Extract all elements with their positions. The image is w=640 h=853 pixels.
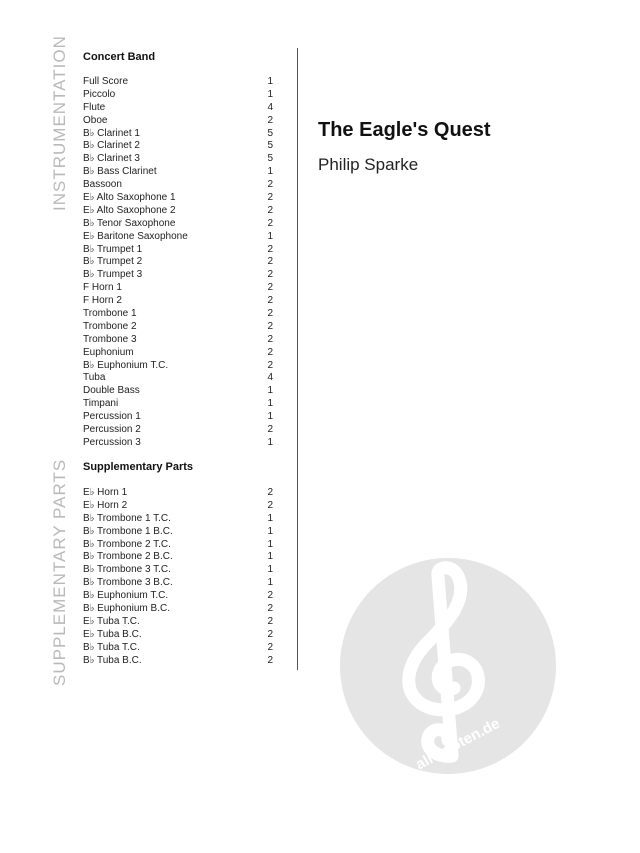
part-row (83, 539, 273, 552)
part-name: Piccolo (83, 88, 116, 100)
part-quantity: 2 (267, 333, 273, 345)
part-name: B♭ Euphonium T.C. (83, 590, 169, 602)
part-quantity: 2 (267, 487, 273, 498)
part-quantity: 1 (267, 551, 273, 563)
supplementary-parts-list (83, 487, 273, 667)
part-row (83, 551, 273, 564)
part-quantity: 1 (267, 88, 273, 100)
part-quantity: 2 (267, 320, 273, 332)
part-name: B♭ Trombone 2 B.C. (83, 551, 173, 563)
part-row (83, 128, 273, 141)
part-quantity: 2 (267, 641, 273, 653)
part-row (83, 616, 273, 629)
part-row (83, 347, 273, 360)
part-quantity: 1 (267, 411, 273, 423)
part-row (83, 437, 273, 450)
part-row (83, 487, 273, 500)
part-row (83, 192, 273, 205)
part-row (83, 513, 273, 526)
part-name: Euphonium (83, 346, 134, 358)
vertical-divider (297, 48, 298, 670)
part-name: B♭ Trumpet 1 (83, 243, 143, 255)
part-row (83, 424, 273, 437)
supplementary-parts-heading: Supplementary Parts (83, 461, 194, 473)
part-quantity: 2 (267, 308, 273, 320)
part-row (83, 218, 273, 231)
part-row (83, 642, 273, 655)
part-quantity: 2 (267, 499, 273, 511)
part-row (83, 140, 273, 153)
part-name: B♭ Bass Clarinet (83, 166, 157, 178)
watermark-text: alle-noten.de (413, 714, 503, 774)
part-row (83, 153, 273, 166)
part-name: B♭ Trumpet 2 (83, 256, 143, 268)
watermark-logo (340, 558, 556, 774)
part-quantity: 2 (267, 204, 273, 216)
part-name: B♭ Tuba B.C. (83, 654, 142, 666)
part-name: E♭ Alto Saxophone 2 (83, 204, 176, 216)
part-name: Trombone 3 (83, 333, 137, 345)
part-quantity: 2 (267, 654, 273, 666)
part-name: Percussion 2 (83, 424, 141, 436)
part-name: B♭ Euphonium B.C. (83, 603, 170, 615)
part-quantity: 2 (267, 192, 273, 204)
part-name: F Horn 1 (83, 282, 122, 294)
part-quantity: 1 (267, 230, 273, 242)
part-name: Trombone 1 (83, 308, 137, 320)
concert-band-heading: Concert Band (83, 51, 156, 63)
part-row (83, 321, 273, 334)
part-quantity: 2 (267, 179, 273, 191)
part-name: B♭ Clarinet 2 (83, 140, 140, 152)
part-quantity: 2 (267, 269, 273, 281)
part-name: E♭ Horn 2 (83, 499, 128, 511)
part-row (83, 269, 273, 282)
part-name: B♭ Trombone 3 T.C. (83, 564, 171, 576)
part-name: Oboe (83, 114, 108, 126)
part-quantity: 2 (267, 243, 273, 255)
part-quantity: 2 (267, 256, 273, 268)
part-quantity: 1 (267, 385, 273, 397)
part-name: B♭ Tenor Saxophone (83, 217, 176, 229)
part-row (83, 231, 273, 244)
part-quantity: 2 (267, 628, 273, 640)
part-name: Percussion 3 (83, 436, 141, 448)
composer-name: Philip Sparke (318, 155, 419, 174)
part-name: B♭ Trombone 1 T.C. (83, 512, 171, 524)
part-quantity: 2 (267, 590, 273, 602)
part-name: E♭ Alto Saxophone 1 (83, 192, 176, 204)
part-name: B♭ Trombone 1 B.C. (83, 525, 173, 537)
part-quantity: 5 (267, 127, 273, 139)
part-name: B♭ Trumpet 3 (83, 269, 143, 281)
part-row (83, 398, 273, 411)
part-name: E♭ Tuba B.C. (83, 628, 142, 640)
part-name: E♭ Baritone Saxophone (83, 230, 188, 242)
part-row (83, 655, 273, 668)
part-name: Bassoon (83, 179, 122, 191)
part-quantity: 2 (267, 282, 273, 294)
part-row (83, 308, 273, 321)
piece-title: The Eagle's Quest (318, 119, 491, 141)
part-name: B♭ Trombone 3 B.C. (83, 577, 173, 589)
part-quantity: 2 (267, 114, 273, 126)
part-quantity: 2 (267, 346, 273, 358)
part-quantity: 1 (267, 564, 273, 576)
part-name: Flute (83, 101, 106, 113)
part-name: Percussion 1 (83, 411, 141, 423)
part-name: E♭ Tuba T.C. (83, 615, 140, 627)
part-row (83, 411, 273, 424)
part-quantity: 4 (267, 372, 273, 384)
part-row (83, 500, 273, 513)
part-quantity: 2 (267, 603, 273, 615)
part-row (83, 590, 273, 603)
part-quantity: 2 (267, 217, 273, 229)
part-row (83, 256, 273, 269)
part-name: E♭ Horn 1 (83, 487, 128, 498)
part-name: B♭ Clarinet 3 (83, 153, 140, 165)
part-quantity: 2 (267, 424, 273, 436)
part-quantity: 2 (267, 615, 273, 627)
part-name: Timpani (83, 398, 119, 410)
part-quantity: 1 (267, 525, 273, 537)
part-quantity: 5 (267, 153, 273, 165)
part-row (83, 385, 273, 398)
part-row (83, 244, 273, 257)
part-quantity: 1 (267, 166, 273, 178)
part-name: B♭ Euphonium T.C. (83, 359, 169, 371)
part-row (83, 102, 273, 115)
part-row (83, 166, 273, 179)
part-quantity: 1 (267, 577, 273, 589)
part-row (83, 526, 273, 539)
part-row (83, 334, 273, 347)
part-row (83, 564, 273, 577)
part-row (83, 282, 273, 295)
part-row (83, 76, 273, 89)
part-name: B♭ Clarinet 1 (83, 127, 140, 139)
concert-band-parts-list (83, 76, 273, 450)
part-name: Double Bass (83, 385, 140, 397)
part-quantity: 1 (267, 512, 273, 524)
part-quantity: 1 (267, 398, 273, 410)
part-row (83, 115, 273, 128)
part-quantity: 2 (267, 359, 273, 371)
part-name: Full Score (83, 76, 129, 87)
part-name: Trombone 2 (83, 320, 137, 332)
part-row (83, 372, 273, 385)
part-quantity: 2 (267, 295, 273, 307)
part-quantity: 1 (267, 538, 273, 550)
part-row (83, 360, 273, 373)
part-row (83, 629, 273, 642)
part-name: B♭ Trombone 2 T.C. (83, 538, 171, 550)
part-row (83, 577, 273, 590)
part-row (83, 205, 273, 218)
part-quantity: 4 (267, 101, 273, 113)
part-name: B♭ Tuba T.C. (83, 641, 140, 653)
supplementary-parts-side-label: SUPPLEMENTARY PARTS (50, 458, 69, 686)
part-row (83, 89, 273, 102)
part-quantity: 1 (267, 436, 273, 448)
part-quantity: 1 (267, 76, 273, 87)
part-row (83, 179, 273, 192)
part-name: Tuba (83, 372, 106, 384)
part-row (83, 603, 273, 616)
part-name: F Horn 2 (83, 295, 122, 307)
instrumentation-side-label: INSTRUMENTATION (50, 35, 69, 211)
part-quantity: 5 (267, 140, 273, 152)
part-row (83, 295, 273, 308)
